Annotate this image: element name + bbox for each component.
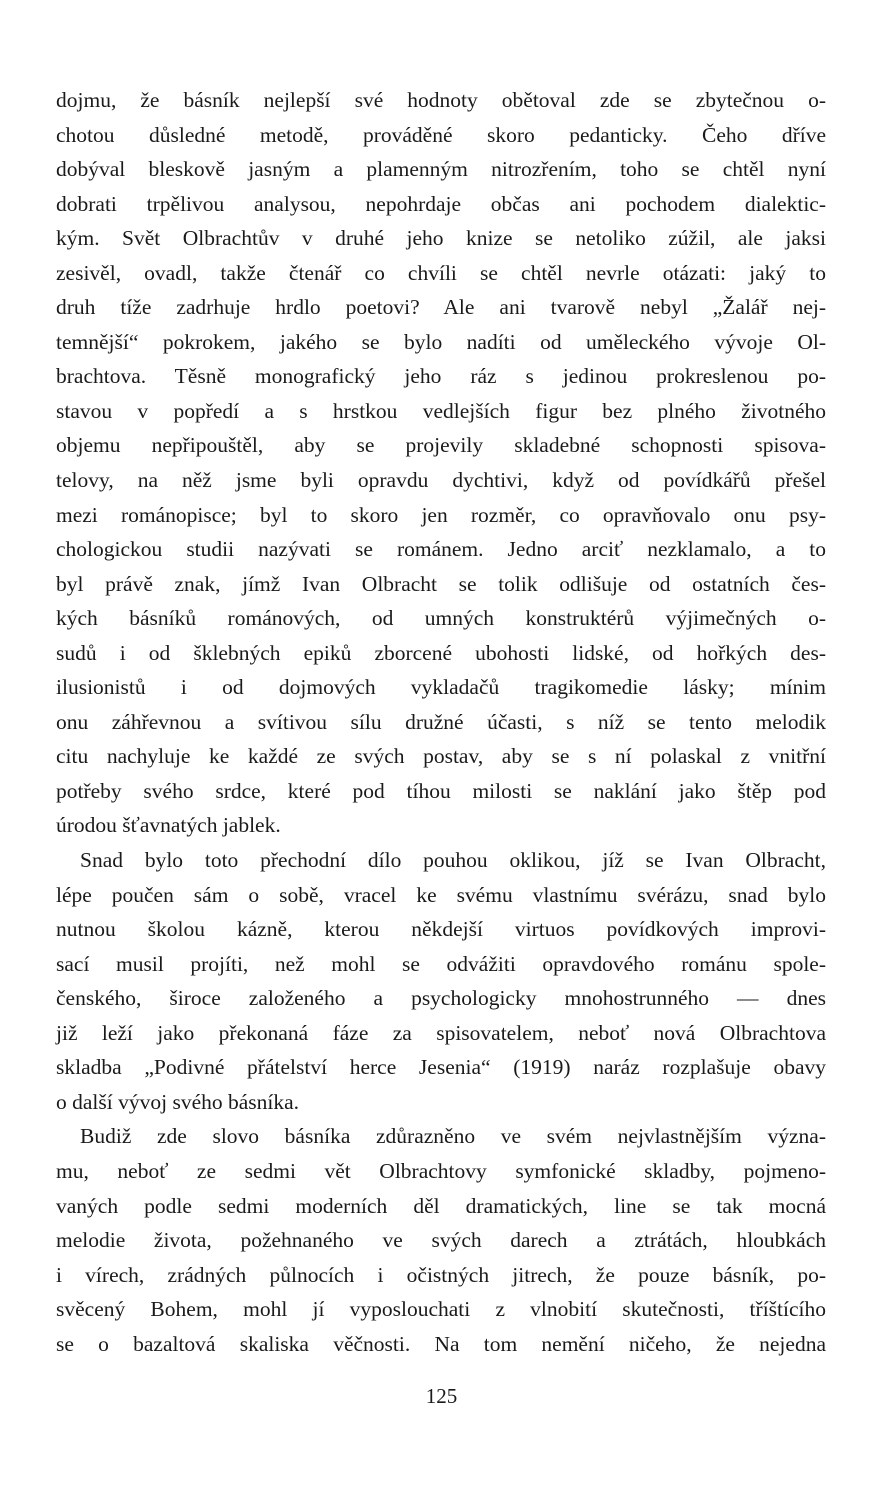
paragraph <box>56 843 826 1119</box>
text-line: stavou v popředí a s hrstkou vedlejších figur bez plného životného <box>56 398 826 423</box>
text-line: sudů i od šklebných epiků zborcené ubohosti lidské, od hořkých des- <box>56 640 826 665</box>
text-line: druh tíže zadrhuje hrdlo poetovi? Ale ani tvarově nebyl „Žalář nej- <box>56 295 826 320</box>
text-line: temnější“ pokrokem, jakého se bylo nadíti od uměleckého vývoje Ol- <box>56 329 826 354</box>
text-line: mezi románopisce; byl to skoro jen rozměr, co opravňovalo onu psy- <box>56 502 826 527</box>
text-line: lépe poučen sám o sobě, vracel ke svému vlastnímu svérázu, snad bylo <box>56 882 826 907</box>
text-line: sací musil projíti, než mohl se odvážiti opravdového románu spole- <box>56 951 826 976</box>
text-line: úrodou šťavnatých jablek. <box>56 813 281 838</box>
text-line: Snad bylo toto přechodní dílo pouhou oklikou, jíž se Ivan Olbracht, <box>80 848 826 873</box>
text-line: telovy, na něž jsme byli opravdu dychtivi, když od povídkářů přešel <box>56 468 826 493</box>
text-line: chologickou studii nazývati se románem. Jedno arciť nezklamalo, a to <box>56 537 826 562</box>
text-line: vaných podle sedmi moderních děl dramatických, line se tak mocná <box>56 1193 826 1218</box>
text-line: již leží jako překonaná fáze za spisovatelem, neboť nová Olbrachtova <box>56 1020 826 1045</box>
text-line: dobýval bleskově jasným a plamenným nitrozřením, toho se chtěl nyní <box>56 157 826 182</box>
text-line: citu nachyluje ke každé ze svých postav, aby se s ní polaskal z vnitřní <box>56 744 826 769</box>
text-line: kých básníků románových, od umných konstruktérů výjimečných o- <box>56 606 826 631</box>
text-line: byl právě znak, jímž Ivan Olbracht se tolik odlišuje od ostatních čes- <box>56 571 826 596</box>
body-text <box>56 83 826 1361</box>
text-line: objemu nepřipouštěl, aby se projevily skladebné schopnosti spisova- <box>56 433 826 458</box>
text-line: zesivěl, ovadl, takže čtenář co chvíli se chtěl nevrle otázati: jaký to <box>56 260 826 285</box>
text-line: kým. Svět Olbrachtův v druhé jeho knize se netoliko zúžil, ale jaksi <box>56 226 826 251</box>
text-line: skladba „Podivné přátelství herce Jesenia“ (1919) naráz rozplašuje obavy <box>56 1055 826 1080</box>
text-line: mu, neboť ze sedmi vět Olbrachtovy symfonické skladby, pojmeno- <box>56 1158 826 1183</box>
text-line: ilusionistů i od dojmových vykladačů tragikomedie lásky; mínim <box>56 675 826 700</box>
text-line: čenského, široce založeného a psychologicky mnohostrunného — dnes <box>56 986 826 1011</box>
text-line: chotou důsledné metodě, prováděné skoro pedanticky. Čeho dříve <box>56 122 826 147</box>
text-line: svěcený Bohem, mohl jí vyposlouchati z vlnobití skutečnosti, tříštícího <box>56 1297 826 1322</box>
text-line: potřeby svého srdce, které pod tíhou milosti se naklání jako štěp pod <box>56 778 826 803</box>
text-line: brachtova. Těsně monografický jeho ráz s jedinou prokreslenou po- <box>56 364 826 389</box>
paragraph <box>56 83 826 843</box>
text-line: o další vývoj svého básníka. <box>56 1089 300 1114</box>
text-line: Budiž zde slovo básníka zdůrazněno ve svém nejvlastnějším význa- <box>80 1124 826 1149</box>
text-line: melodie života, požehnaného ve svých darech a ztrátách, hloubkách <box>56 1228 826 1253</box>
text-line: dojmu, že básník nejlepší své hodnoty obětoval zde se zbytečnou o- <box>56 88 826 112</box>
text-line: dobrati trpělivou analysou, nepohrdaje občas ani pochodem dialektic- <box>56 191 826 216</box>
text-line: onu záhřevnou a svítivou sílu družné účasti, s níž se tento melodik <box>56 709 826 734</box>
page-number: 125 <box>425 1384 458 1408</box>
paragraph <box>56 1119 826 1361</box>
text-line: se o bazaltová skaliska věčnosti. Na tom nemění ničeho, že nejedna <box>56 1331 826 1356</box>
text-line: nutnou školou kázně, kterou někdejší virtuos povídkových improvi- <box>56 917 826 942</box>
text-line: i vírech, zrádných půlnocích i očistných jitrech, že pouze básník, po- <box>56 1262 826 1287</box>
